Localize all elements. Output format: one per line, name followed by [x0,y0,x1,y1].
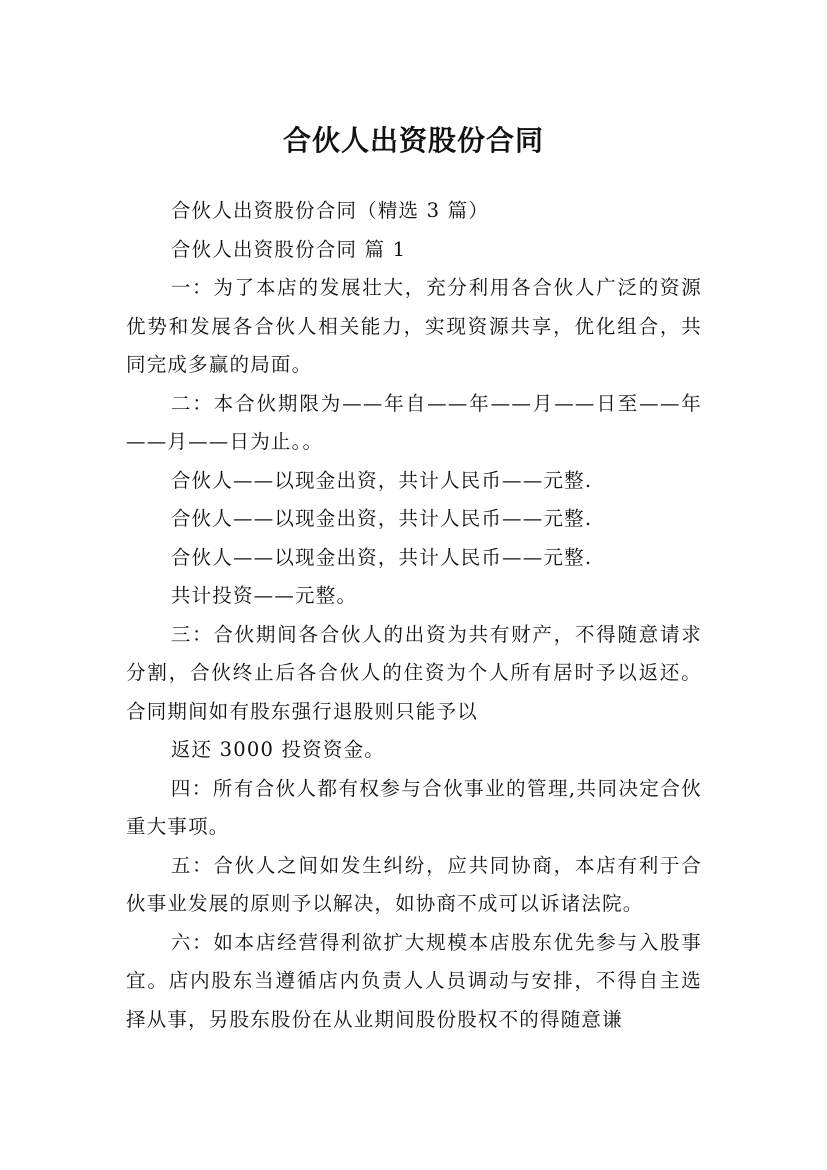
paragraph-clause-2: 二：本合伙期限为——年自——年——月——日至——年——月——日为止。。 [126,391,702,453]
paragraph-clause-5: 五：合伙人之间如发生纠纷，应共同协商，本店有利于合伙事业发展的原则予以解决，如协商不成可以诉诸法院。 [126,853,702,915]
document-title: 合伙人出资股份合同 [282,123,544,157]
paragraph-clause-3-continued: 返还 3000 投资资金。 [170,738,385,761]
paragraph-clause-1: 一：为了本店的发展壮大，充分利用各合伙人广泛的资源优势和发展各合伙人相关能力，实现资源共享，优化组合，共同完成多赢的局面。 [126,276,702,376]
paragraph-partner-3: 合伙人——以现金出资，共计人民币——元整. [170,545,593,569]
document-body [126,192,702,1039]
paragraph-clause-4: 四：所有合伙人都有权参与合伙事业的管理,共同决定合伙重大事项。 [126,776,702,838]
paragraph-total-investment: 共计投资——元整。 [170,584,358,607]
paragraph-clause-6: 六：如本店经营得利欲扩大规模本店股东优先参与入股事宜。店内股东当遵循店内负责人人员调动与安排，不得自主选择从事，另股东股份在从业期间股份股权不的得随意谦 [126,930,702,1031]
paragraph-partner-2: 合伙人——以现金出资，共计人民币——元整. [170,507,593,530]
paragraph-subtitle: 合伙人出资股份合同（精选 3 篇） [170,199,490,222]
paragraph-clause-3: 三：合伙期间各合伙人的出资为共有财产，不得随意请求分割，合伙终止后各合伙人的住资为个人所有居时予以返还。合同期间如有股东强行退股则只能予以 [126,622,702,723]
paragraph-partner-1: 合伙人——以现金出资，共计人民币——元整. [170,468,593,492]
paragraph-section-heading: 合伙人出资股份合同 篇 1 [170,237,407,261]
